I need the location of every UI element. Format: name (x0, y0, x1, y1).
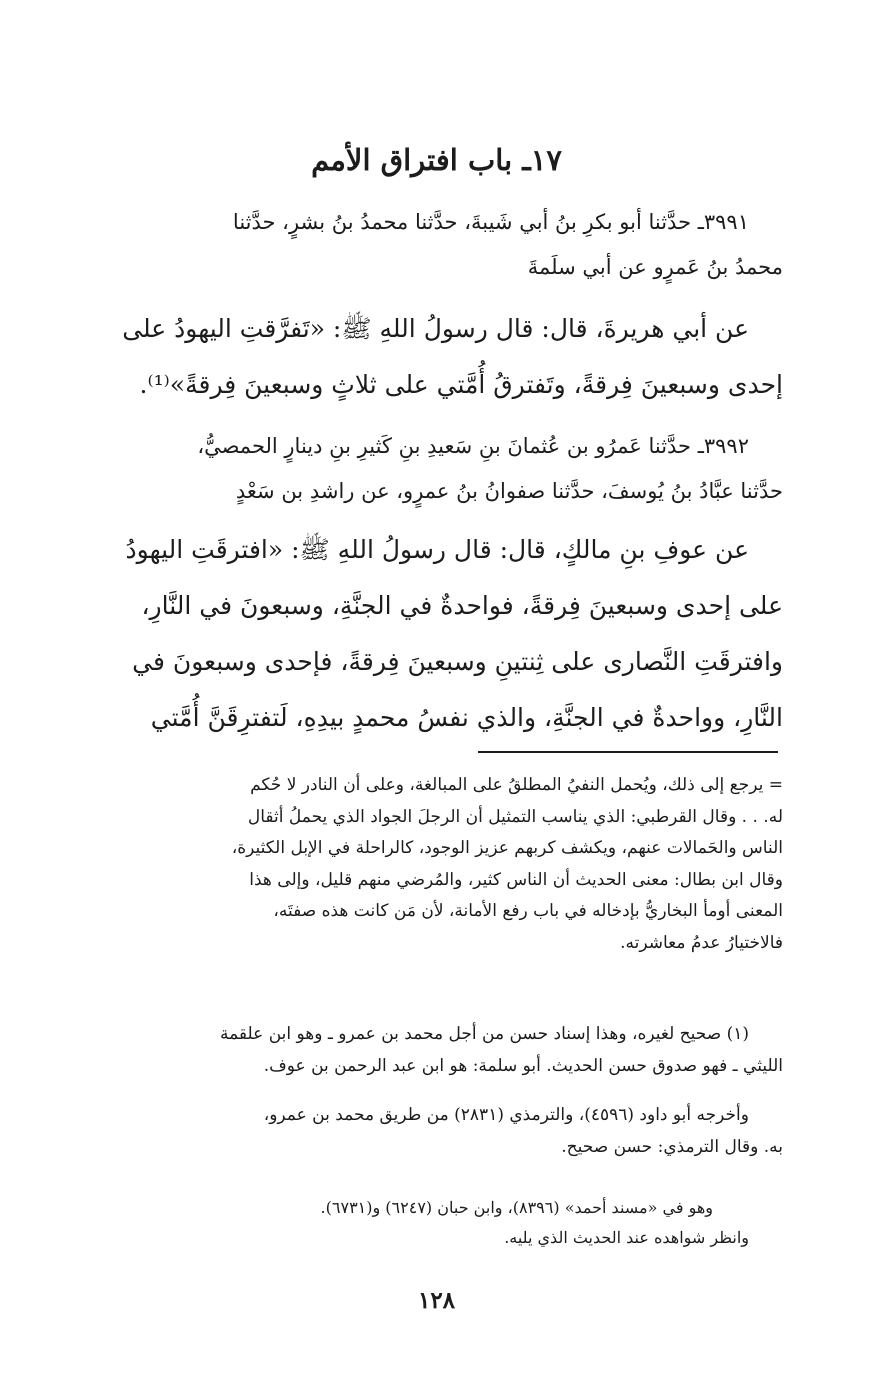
text-line: محمدُ بنُ عَمرٍو عن أبي سلَمةَ (527, 255, 783, 279)
footnote-1-references (65, 1193, 783, 1253)
text-line: وقال ابن بطال: معنى الحديث أن الناس كثير، والمُرضي منهم قليل، وإلى هذا (249, 869, 783, 890)
text-line: ٣٩٩٢ـ حدَّثنا عَمرُو بن عُثمانَ بنِ سَعيدِ بنِ كَثيرِ بنِ دينارٍ الحمصيُّ، (197, 434, 749, 458)
hadith-3991-matn (65, 301, 783, 413)
text-line: النَّارِ، وواحدةٌ في الجنَّةِ، والذي نفسُ محمدٍ بيدِهِ، لَتفترِقَنَّ أُمَّتي (150, 703, 783, 732)
text-line: وأخرجه أبو داود (٤٥٩٦)، والترمذي (٢٨٣١) من طريق محمد بن عمرو، (263, 1105, 749, 1125)
text-line: ٣٩٩١ـ حدَّثنا أبو بكرِ بنُ أبي شَيبةَ، حدَّثنا محمدُ بنُ بشرٍ، حدَّثنا (232, 210, 749, 234)
text-line: وافترقَتِ النَّصارى على ثِنتينِ وسبعينَ فِرقةً، فإحدى وسبعونَ في (132, 647, 783, 676)
text-line: وهو في «مسند أحمد» (٨٣٩٦)، وابن حبان (٦٢٤٧) و(٦٧٣١). (320, 1198, 713, 1217)
text-line: إحدى وسبعينَ فِرقةً، وتَفترقُ أُمَّتي على ثلاثٍ وسبعينَ فِرقةً»⁽¹⁾. (139, 370, 783, 399)
hadith-3992-matn (65, 522, 783, 746)
text-line: به. وقال الترمذي: حسن صحيح. (561, 1136, 783, 1157)
text-line: وانظر شواهده عند الحديث الذي يليه. (504, 1228, 749, 1247)
text-line: حدَّثنا عبَّادُ بنُ يُوسفَ، حدَّثنا صفوانُ بنُ عمرٍو، عن راشدِ بن سَعْدٍ (235, 479, 783, 503)
page-number: ١٢٨ (417, 1287, 456, 1314)
text-line: الناس والحَمالات عنهم، ويكشف كربهم عزيز الوجود، كالراحلة في الإبل الكثيرة، (231, 838, 783, 858)
hadith-3991-isnad (65, 200, 783, 290)
text-line: له. . . وقال القرطبي: الذي يناسب التمثيل أن الرجلَ الجواد الذي يحملُ أثقال (247, 806, 783, 827)
text-line: على إحدى وسبعينَ فِرقةً، فواحدةٌ في الجنَّةِ، وسبعونَ في النَّارِ، (141, 591, 783, 620)
chapter-title: ١٧ـ باب افتراق الأمم (311, 143, 562, 177)
footnote-1 (65, 1019, 783, 1082)
text-line: (١) صحيح لغيره، وهذا إسناد حسن من أجل محمد بن عمرو ـ وهو ابن علقمة (219, 1024, 749, 1044)
hadith-3992-isnad (65, 424, 783, 514)
text-line: عن أبي هريرةَ، قال: قال رسولُ اللهِ ﷺ: «تَفرَّقتِ اليهودُ على (122, 314, 749, 343)
footnote-divider (478, 751, 778, 753)
text-line: فالاختيارُ عدمُ معاشرته. (620, 932, 783, 953)
footnote-continued (65, 770, 783, 959)
text-line: الليثي ـ فهو صدوق حسن الحديث. أبو سلمة: هو ابن عبد الرحمن بن عوف. (263, 1055, 783, 1076)
text-line: = يرجع إلى ذلك، ويُحمل النفيُ المطلقُ على المبالغة، وعلى أن النادر لا حُكم (250, 775, 783, 795)
text-line: المعنى أومأ البخاريُّ بإدخاله في باب رفع الأمانة، لأن مَن كانت هذه صفتَه، (273, 901, 783, 921)
footnote-1-takhrij (65, 1100, 783, 1163)
text-line: عن عوفِ بنِ مالكٍ، قال: قال رسولُ اللهِ ﷺ: «افترقَتِ اليهودُ (125, 535, 749, 564)
